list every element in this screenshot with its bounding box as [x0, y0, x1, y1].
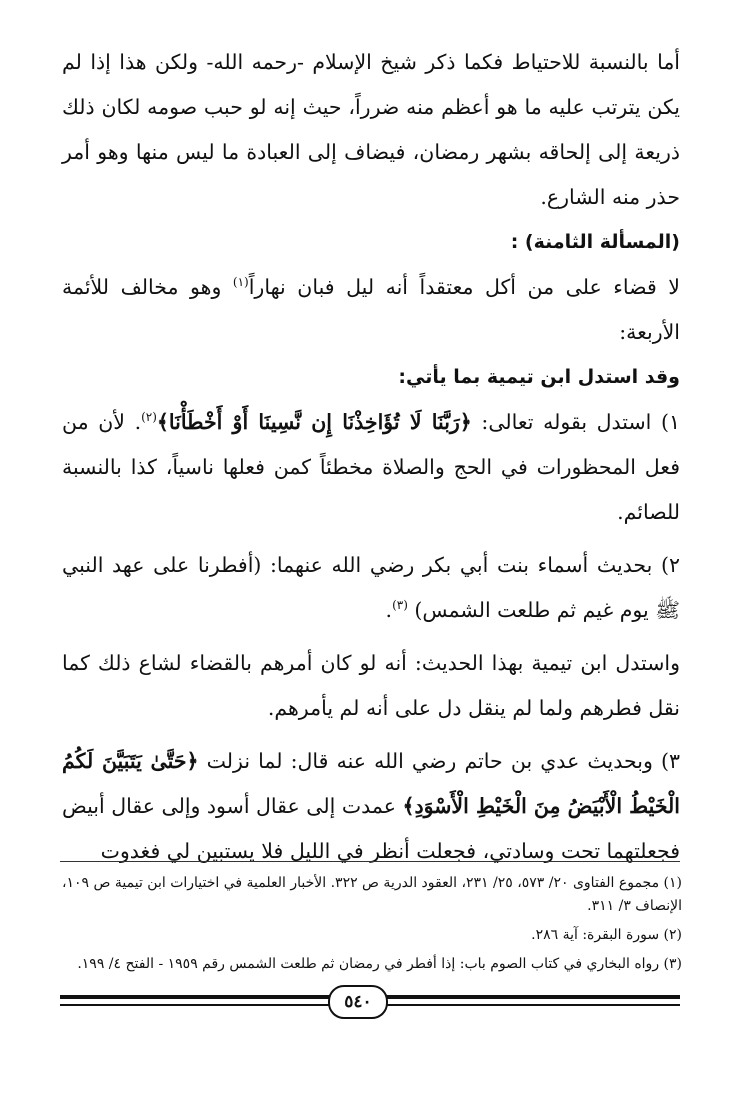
footnotes: [62, 872, 682, 982]
section-heading-eighth-issue: (المسألة الثامنة) :: [510, 231, 680, 253]
footnote-2: (٢) سورة البقرة: آية ٢٨٦.: [531, 927, 682, 943]
quran-verse-2: ﴿حَتَّىٰ يَتَبَيَّنَ لَكُمُ الْخَيْطُ الْأَبْيَضُ مِنَ الْخَيْطِ الْأَسْوَدِ﴾: [62, 749, 680, 818]
evidence-1: ١) استدل بقوله تعالى: ﴿رَبَّنَا لَا تُؤَاخِذْنَا إِن نَّسِينَا أَوْ أَخْطَأْنَا﴾$^{(٢)}$. لأن من فعل المحظورات في الحج والصلاة مخطئاً كمن فعلها ناسياً، كذا بالنسبة للصائم.: [62, 410, 680, 524]
footnote-1: (١) مجموع الفتاوى ٢٠/ ٥٧٣، ٢٥/ ٢٣١، العقود الدرية ص ٣٢٢. الأخبار العلمية في اختيارات ابن تيمية ص ١٠٩، الإنصاف ٣/ ٣١١.: [61, 875, 682, 914]
footnote-ref-1[interactable]: (١): [232, 275, 249, 290]
evidence-2: ٢) بحديث أسماء بنت أبي بكر رضي الله عنهما: (أفطرنا على عهد النبي ﷺ يوم غيم ثم طلعت الشمس) $^{(٣)}$.: [62, 553, 680, 622]
evidence-3: ٣) وبحديث عدي بن حاتم رضي الله عنه قال: لما نزلت ﴿حَتَّىٰ يَتَبَيَّنَ لَكُمُ الْخَيْطُ الْأَبْيَضُ مِنَ الْخَيْطِ الْأَسْوَدِ﴾ عمدت إلى عقال أسود وإلى عقال أبيض فجعلتهما تحت وسادتي، فجعلت أنظر في الليل فلا يستبين لي فغدوت: [62, 749, 680, 863]
footnote-separator: [60, 861, 680, 862]
footnote-3: (٣) رواه البخاري في كتاب الصوم باب: إذا أفطر في رمضان ثم طلعت الشمس رقم ١٩٥٩ - الفتح ٤/ ١٩٩.: [77, 956, 682, 972]
main-text: [62, 40, 680, 874]
quran-verse-1: ﴿رَبَّنَا لَا تُؤَاخِذْنَا إِن نَّسِينَا أَوْ أَخْطَأْنَا﴾: [156, 410, 472, 434]
page-number: ٥٤٠: [328, 985, 388, 1019]
paragraph-no-makeup: لا قضاء على من أكل معتقداً أنه ليل فبان نهاراً$^{(١)}$ وهو مخالف للأئمة الأربعة:: [62, 275, 680, 344]
footnote-ref-3[interactable]: (٣): [392, 598, 408, 613]
footnote-ref-2[interactable]: (٢): [141, 410, 157, 425]
paragraph-inference: واستدل ابن تيمية بهذا الحديث: أنه لو كان أمرهم بالقضاء لشاع ذلك كما نقل فطرهم ولما لم ينقل دل على أنه لم يأمرهم.: [62, 651, 680, 720]
section-heading-evidence: وقد استدل ابن تيمية بما يأتي:: [398, 366, 680, 388]
paragraph-precaution: أما بالنسبة للاحتياط فكما ذكر شيخ الإسلام -رحمه الله- ولكن هذا إذا لم يكن يترتب عليه ما هو أعظم منه ضرراً، حيث إنه لو حبب صومه لكان ذلك ذريعة إلى إلحاقه بشهر رمضان، فيضاف إلى العبادة ما ليس منها وهو أمر حذر منه الشارع.: [62, 50, 680, 209]
